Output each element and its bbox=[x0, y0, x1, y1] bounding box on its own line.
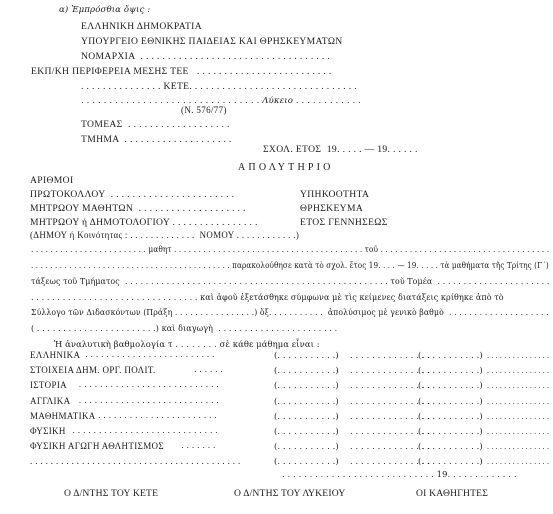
grade-numeric-2: (. . . . . . . . . . .) bbox=[418, 380, 483, 390]
header-tomeas: ΤΟΜΕΑΣ . . . . . . . . . . . . . . . . . . . bbox=[81, 119, 230, 130]
date-line: . . . . . . . . . . . . . . . . . . . . . . . . . . . . 19. . . . . . . . . . . . . bbox=[282, 469, 517, 479]
header-region: ΕΚΠ/ΚΗ ΠΕΡΙΦΕΡΕΙΑ ΜΕΣΗΣ ΤΕΕ . . . . . . . . . . . . . . . . . . . . . . . . . bbox=[31, 66, 332, 77]
grade-words-2: . . . . . . . . . . . . . . . bbox=[487, 365, 550, 375]
subject-name: ΙΣΤΟΡΙΑ bbox=[30, 380, 68, 390]
grade-numeric-2: (. . . . . . . . . . .) bbox=[418, 441, 483, 451]
registry-protocol: ΠΡΩΤΟΚΟΛΛΟΥ . . . . . . . . . . . . . . . . . . . . . . . bbox=[30, 189, 235, 200]
registry-students: ΜΗΤΡΩΟΥ ΜΑΘΗΤΩΝ . . . . . . . . . . . . . . . . . . . . bbox=[30, 203, 246, 214]
grade-numeric-2: (. . . . . . . . . . .) bbox=[418, 350, 483, 360]
grade-words: . . . . . . . . . . . . . . . bbox=[350, 365, 431, 375]
subject-name: ΜΑΘΗΜΑΤΙΚΑ bbox=[30, 411, 96, 421]
grade-numeric: (. . . . . . . . . . .) bbox=[274, 441, 339, 451]
grade-numeric-2: (. . . . . . . . . . .) bbox=[418, 456, 483, 466]
grade-words-2: . . . . . . . . . . . . . . . bbox=[487, 426, 550, 436]
registry-municipal: ΜΗΤΡΩΟΥ ή ΔΗΜΟΤΟΛΟΓΙΟΥ . . . . . . . . . . . . . . . . bbox=[30, 217, 258, 228]
grade-numeric-2: (. . . . . . . . . . .) bbox=[418, 396, 483, 406]
grade-words-2: . . . . . . . . . . . . . . . bbox=[487, 441, 550, 451]
grade-numeric: (. . . . . . . . . . .) bbox=[274, 426, 339, 436]
subject-leader: . . . . . . . . . . . . . . . . . . . . . . . . . . . bbox=[78, 396, 219, 405]
subject-leader: . . . . . . bbox=[194, 365, 224, 374]
grade-words-2: . . . . . . . . . . . . . . . bbox=[487, 380, 550, 390]
subject-name: ΣΤΟΙΧΕΙΑ ΔΗΜ. ΟΡΓ. ΠΟΛΙΤ. bbox=[30, 365, 156, 375]
subject-name: . . . . . . . . . . . . . . . . . . . . . . . . . . . . . . . . . . . . . . . . . bbox=[30, 456, 241, 466]
grade-words-2: . . . . . . . . . . . . . . . bbox=[487, 396, 550, 406]
grade-numeric: (. . . . . . . . . . .) bbox=[274, 456, 339, 466]
grade-words-2: . . . . . . . . . . . . . . . bbox=[487, 456, 550, 466]
registry-community: (ΔΗΜΟΥ ή Κοινότητας : . . . . . . . . . . . . . ΝΟΜΟΥ . . . . . . . . . . . .) bbox=[30, 230, 300, 240]
body-line-student: . . . . . . . . . . . . . . . . . . . . . . . . μαθητ . . . . . . . . . . . . . . . . . . . . . . . . . . . . . . . . . . . . . . . τοῦ . . . . . . . . . . . . . . . . . . . . . . . . . . . . . . . . . . . bbox=[31, 245, 550, 254]
body-line-examined: . . . . . . . . . . . . . . . . . . . . . . . . . . . . . . . . καὶ ἀφοῦ ἐξετάσθηκε σύμφωνα μὲ τὶς κείμενες διατάξεις κρίθηκε ἀπὸ τὸ bbox=[31, 293, 504, 302]
header-ministry: ΥΠΟΥΡΓΕΙΟ ΕΘΝΙΚΗΣ ΠΑΙΔΕΙΑΣ ΚΑΙ ΘΡΗΣΚΕΥΜΑΤΩΝ bbox=[81, 36, 343, 47]
religion-label: ΘΡΗΣΚΕΥΜΑ bbox=[300, 203, 364, 214]
registry-heading: ΑΡΙΘΜΟΙ bbox=[30, 175, 74, 186]
grade-numeric-2: (. . . . . . . . . . .) bbox=[418, 411, 483, 421]
body-line-attended: . . . . . . . . . . . . . . . . . . . . . . . . . . . . . . . . . . . . . . . . . . παρακολούθησε κατὰ τὸ σχολ. ἔτος 19. . . . — 19. . . . . τὰ μαθήματα τῆς Τρίτης (Γ΄) bbox=[31, 261, 549, 270]
subject-leader: . . . . . . . . . . . . . . . . . . . . . . . . . . . bbox=[78, 380, 219, 389]
grade-numeric-2: (. . . . . . . . . . .) bbox=[418, 365, 483, 375]
header-kete: . . . . . . . . . . . . . . . ΚΕΤΕ. . . . . . . . . . . . . . . . . . . . . . . . . . . . . . . bbox=[81, 81, 358, 92]
citizenship-label: ΥΠΗΚΟΟΤΗΤΑ bbox=[300, 189, 370, 200]
subject-name: ΕΛΛΗΝΙΚΑ bbox=[30, 350, 81, 360]
grade-words: . . . . . . . . . . . . . . . bbox=[350, 396, 431, 406]
grade-words: . . . . . . . . . . . . . . . bbox=[350, 350, 431, 360]
body-line-conduct: ( . . . . . . . . . . . . . . . . . . . . . . .) καὶ διαγωγὴ . . . . . . . . . . . . . . . . . . . . . . . bbox=[31, 324, 338, 333]
birth-year-label: ΕΤΟΣ ΓΕΝΝΗΣΕΩΣ bbox=[300, 217, 388, 228]
subject-leader: . . . . . . . bbox=[181, 441, 216, 450]
grades-intro: Ἡ ἀναλυτικὴ βαθμολογία τ . . . . . . . . σὲ κάθε μάθημα εἶναι : bbox=[54, 339, 320, 349]
header-tmima: ΤΜΗΜΑ . . . . . . . . . . . . . . . . . . . . bbox=[81, 134, 232, 145]
subject-name: ΦΥΣΙΚΗ bbox=[30, 426, 66, 436]
school-year: ΣΧΟΛ. ΕΤΟΣ 19. . . . . — 19. . . . . . bbox=[263, 144, 418, 155]
grade-numeric: (. . . . . . . . . . .) bbox=[274, 350, 339, 360]
signature-kete-director: Ο Δ/ΝΤΗΣ ΤΟΥ ΚΕΤΕ bbox=[64, 488, 159, 499]
body-line-council: Σύλλογο τῶν Διδασκόντων (Πράξη . . . . . . . . . . . . . . . .) ὅξ. . . . . . . . . . . ἀπολύσιμος μὲ γενικὸ βαθμὸ . . . . . . . . . . . . . . . . . . . . bbox=[31, 308, 549, 317]
front-side-label: α) Ἐμπρόσθια ὄψις : bbox=[59, 5, 151, 15]
grade-numeric: (. . . . . . . . . . .) bbox=[274, 380, 339, 390]
subject-name: ΑΓΓΛΙΚΑ bbox=[30, 396, 71, 406]
grade-numeric-2: (. . . . . . . . . . .) bbox=[418, 426, 483, 436]
subject-leader: . . . . . . . . . . . . . . . . . . . . . . . . . bbox=[85, 350, 215, 359]
grade-numeric: (. . . . . . . . . . .) bbox=[274, 396, 339, 406]
grade-words: . . . . . . . . . . . . . . . bbox=[350, 411, 431, 421]
header-lyceum: . . . . . . . . . . . . . . . . . . . . . . . . . . . . . . . . Λύκειο . . . . . . . . . . . . bbox=[81, 96, 362, 106]
header-law: (Ν. 576/77) bbox=[181, 105, 227, 115]
grade-numeric: (. . . . . . . . . . .) bbox=[274, 411, 339, 421]
grade-words-2: . . . . . . . . . . . . . . . bbox=[487, 411, 550, 421]
header-prefecture: ΝΟΜΑΡΧΙΑ . . . . . . . . . . . . . . . . . . . . . . . . . . . . . . . . . . . bbox=[81, 51, 331, 62]
signature-teachers: ΟΙ ΚΑΘΗΓΗΤΕΣ bbox=[416, 488, 489, 499]
grade-numeric: (. . . . . . . . . . .) bbox=[274, 365, 339, 375]
subject-name: ΦΥΣΙΚΗ ΑΓΩΓΗ ΑΘΛΗΤΙΣΜΟΣ bbox=[30, 441, 164, 451]
grade-words: . . . . . . . . . . . . . . . bbox=[350, 380, 431, 390]
grade-words-2: . . . . . . . . . . . . . . . bbox=[487, 350, 550, 360]
grade-words: . . . . . . . . . . . . . . . bbox=[350, 456, 431, 466]
subject-leader: . . . . . . . . . . . . . . . . . . . . . . . bbox=[98, 411, 217, 420]
document-title: ΑΠΟΛΥΤΗΡΙΟ bbox=[238, 162, 334, 173]
grade-words: . . . . . . . . . . . . . . . bbox=[350, 426, 431, 436]
body-line-section: τάξεως τοῦ Τμήματος . . . . . . . . . . . . . . . . . . . . . . . . . . . . . . . . . . . . . . . . . . . . . . . . . . . τοῦ Τομέα . . . . . . . . . . . . . . . . . . . . . . bbox=[31, 277, 550, 286]
header-republic: ΕΛΛΗΝΙΚΗ ΔΗΜΟΚΡΑΤΙΑ bbox=[81, 21, 203, 32]
signature-lyceum-director: Ο Δ/ΝΤΗΣ ΤΟΥ ΛΥΚΕΙΟΥ bbox=[234, 488, 346, 499]
grade-words: . . . . . . . . . . . . . . . bbox=[350, 441, 431, 451]
subject-leader: . . . . . . . . . . . . . . . . . . . . . . . . . . . . bbox=[72, 426, 218, 435]
